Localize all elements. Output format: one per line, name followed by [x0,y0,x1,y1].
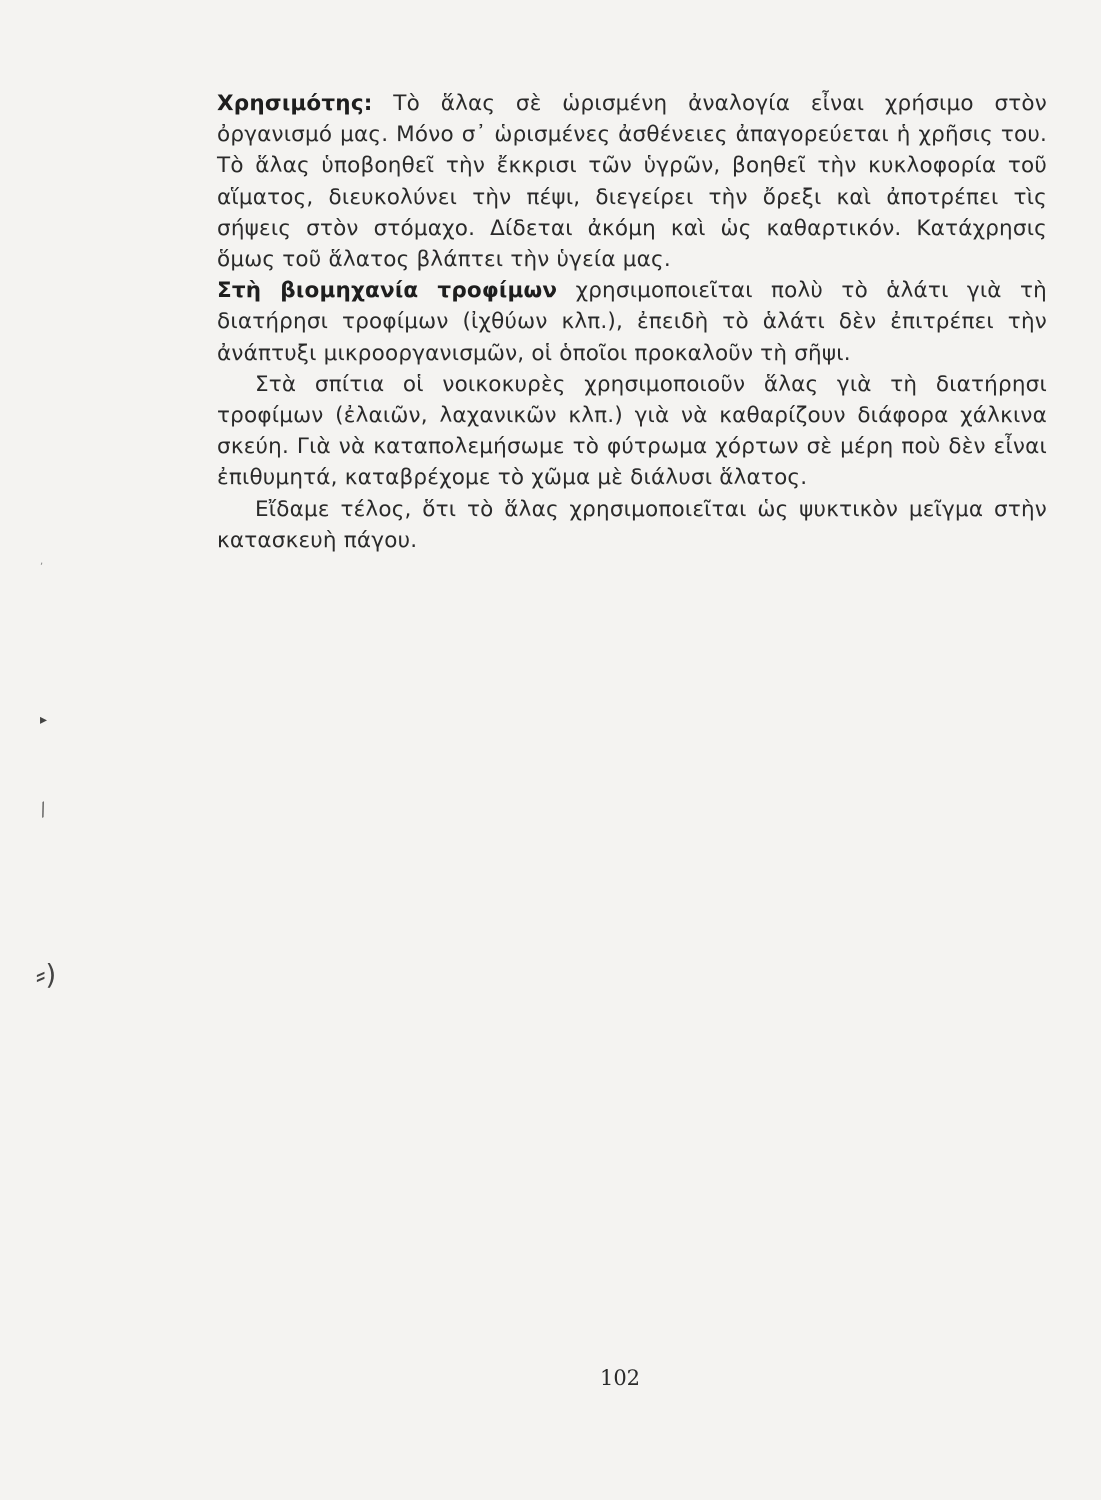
paragraph-food-industry [217,275,1047,369]
paragraph-text-usefulness: Τὸ ἅλας σὲ ὡρισμένη ἀναλογία εἶναι χρήσιμο στὸν ὀργανισμό μας. Μόνο σ᾽ ὡρισμένες ἀσθένειες ἀπαγορεύεται ἡ χρῆσις του. Τὸ ἅλας ὑποβοηθεῖ τὴν ἔκκρισι τῶν ὑγρῶν, βοηθεῖ τὴν κυκλοφορία τοῦ αἵματος, διευκολύνει τὴν πέψι, διεγείρει τὴν ὄρεξι καὶ ἀποτρέπει τὶς σήψεις στὸν στόμαχο. Δίδεται ἀκόμη καὶ ὡς καθαρτικόν. Κατάχρησις ὅμως τοῦ ἅλατος βλάπτει τὴν ὑγεία μας. [217,91,1047,273]
paragraph-text-household: Στὰ σπίτια οἱ νοικοκυρὲς χρησιμοποιοῦν ἅλας γιὰ τὴ διατήρησι τροφίμων (ἐλαιῶν, λαχανικῶν κλπ.) γιὰ νὰ καθαρίζουν διάφορα χάλκινα σκεύη. Γιὰ νὰ καταπολεμήσωμε τὸ φύτρωμα χόρτων σὲ μέρη ποὺ δὲν εἶναι ἐπιθυμητά, καταβρέχομε τὸ χῶμα μὲ διάλυσι ἅλατος. [217,371,1047,491]
paragraph-household [217,369,1047,494]
page-number: 102 [599,1366,641,1390]
margin-comma-mark: , [40,556,44,567]
body-text [217,88,1047,556]
paragraph-text-food-industry: χρησιμοποιεῖται πολὺ τὸ ἁλάτι γιὰ τὴ διατήρησι τροφίμων (ἰχθύων κλπ.), ἐπειδὴ τὸ ἁλάτι δὲν ἐπιτρέπει τὴν ἀνάπτυξι μικροοργανισμῶν, οἱ ὁποῖοι προκαλοῦν τὴ σῆψι. [217,278,1047,366]
paragraph-heading-usefulness: Χρησιμότης: [217,91,373,116]
paragraph-heading-food-industry: Στὴ βιομηχανία τροφίμων [217,278,558,304]
margin-tick-mark: ⁄ [36,800,51,821]
margin-scribble-mark: ⸗) [36,958,57,991]
margin-dot-mark: ▸ [40,712,48,728]
paragraph-usefulness [217,88,1047,275]
paragraph-text-ice-making: Εἴδαμε τέλος, ὅτι τὸ ἅλας χρησιμοποιεῖται ὡς ψυκτικὸν μεῖγμα στὴν κατασκευὴ πάγου. [217,496,1047,553]
paragraph-ice-making [217,494,1047,556]
